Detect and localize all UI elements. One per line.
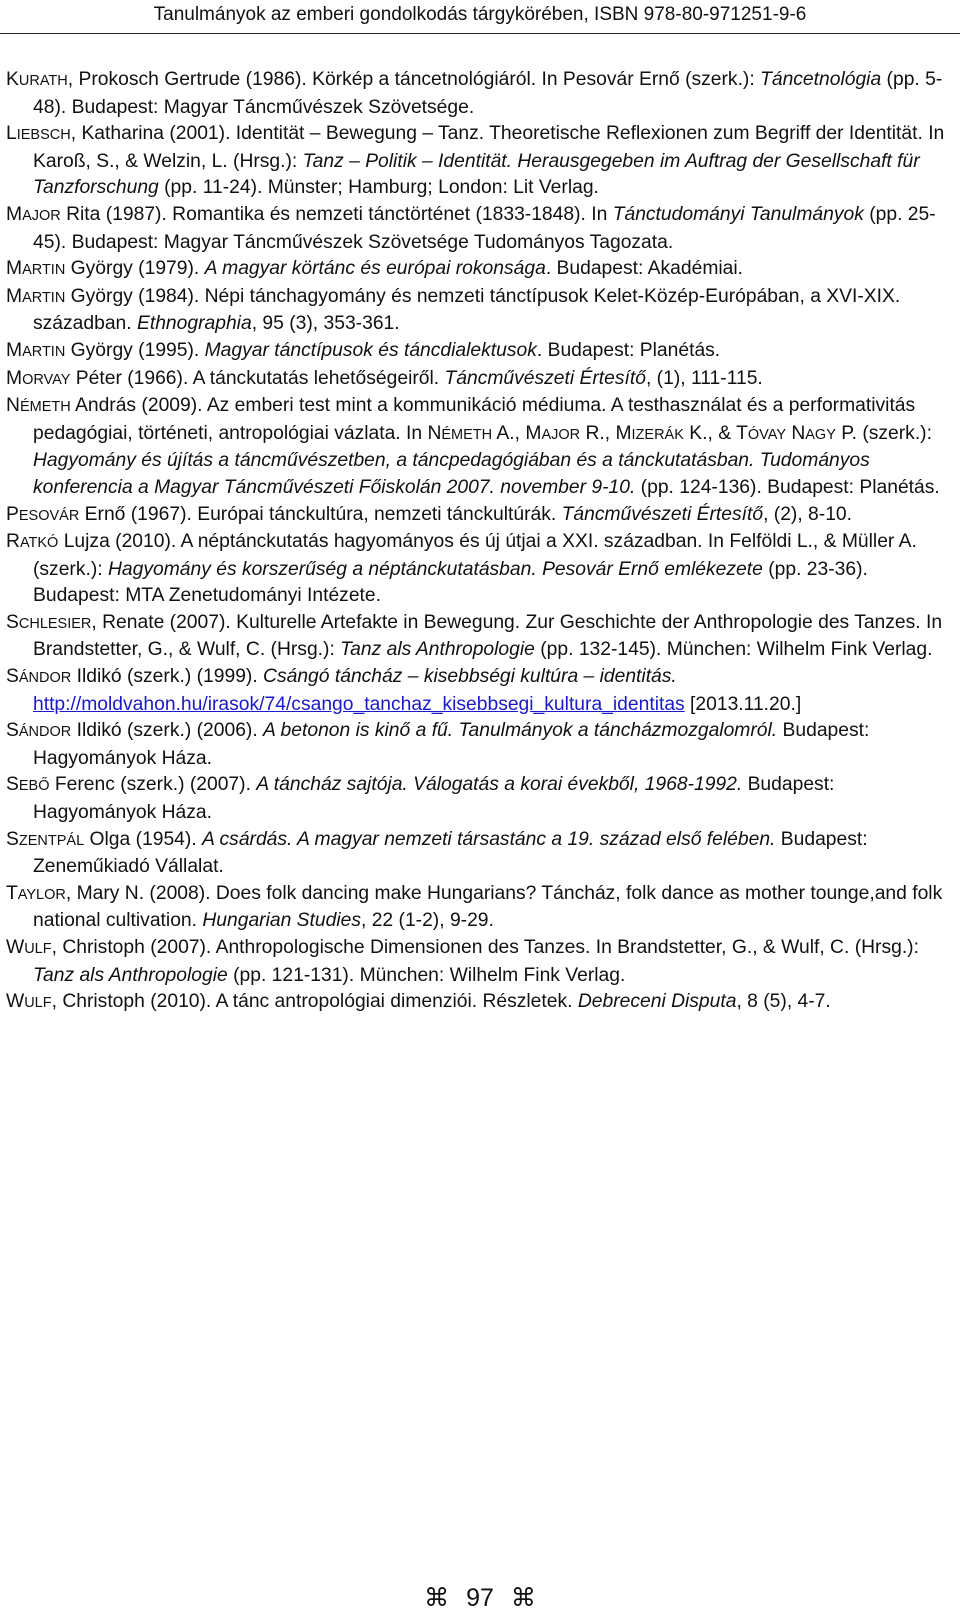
author-surname-smallcaps: EBŐ [18,778,50,795]
reference-text: Péter (1966). A tánckutatás lehetőségeiről. [70,367,445,389]
reference-text: , Mary N. (2008). Does folk dancing make Hungarians? Táncház, folk dance as mother tounge,and folk national cultivation. [33,882,943,932]
bibliography-entry [6,256,950,284]
bibliography-entry [6,284,950,338]
reference-text: György (1979). [65,258,205,280]
reference-title: Csángó táncház – kisebbségi kultúra – identitás. [263,666,677,688]
reference-title: Tanz – Politik – Identität. Herausgegeben im Auftrag der Gesellschaft für Tanzforschung [33,150,920,199]
running-header: Tanulmányok az emberi gondolkodás tárgykörében, ISBN 978-80-971251-9-6 [153,4,807,25]
reference-text: (pp. 23-36). Budapest: MTA Zenetudományi Intézete. [33,558,868,607]
reference-text: (pp. 121-131). München: Wilhelm Fink Verlag. [227,964,626,986]
reference-text: K [6,69,19,90]
reference-title: Magyar tánctípusok és táncdialektusok [204,339,537,361]
bibliography-entry [6,121,950,202]
reference-text: , Renate (2007). Kulturelle Artefakte in Bewegung. Zur Geschichte der Anthropologie des Tanzes. In Brandstetter, G., & Wulf, C. (Hrsg.): [33,611,943,661]
bibliography-entry [6,664,950,718]
author-surname-smallcaps: ARTIN [22,262,66,279]
reference-text: , Katharina (2001). Identität – Bewegung – Tanz. Theoretische Reflexionen zum Begriff der Identität. In Karoß, S., & Welzin, L. (Hrsg.): [33,123,945,172]
page-number: 97 [466,1584,494,1612]
bibliography-entry [6,610,950,664]
bibliography-entry [6,989,950,1017]
reference-text: P [6,503,19,525]
reference-text: , Prokosch Gertrude (1986). Körkép a táncetnológiáról. In Pesovár Ernő (szerk.): [67,69,761,90]
author-surname-smallcaps: IZERÁK [631,426,684,443]
reference-text: (pp. 132-145). München: Wilhelm Fink Verlag. [534,639,933,661]
author-surname-smallcaps: ULF [24,941,52,957]
reference-text: . Budapest: Planétás. [536,339,721,361]
reference-title: A magyar körtánc és európai rokonsága [204,258,546,280]
reference-text: , (2), 8-10. [763,503,853,525]
reference-text: S [6,774,19,796]
reference-text: T [6,882,18,904]
reference-text: Ferenc (szerk.) (2007). [49,774,257,796]
reference-text: , 8 (5), 4-7. [736,991,831,1013]
reference-text: (pp. 11-24). Münster; Hamburg; London: Lit Verlag. [158,177,599,199]
bibliography-entry [6,881,950,935]
reference-text: Lujza (2010). A néptánckutatás hagyományos és új útjai a XXI. században. In Felföldi L., & Müller A. (szerk.): [33,531,917,580]
reference-text: . Budapest: Akadémiai. [545,258,744,280]
reference-title: Hagyomány és újítás a táncművészetben, a táncpedagógiában és a tánckutatásban. Tudományos konferencia a Magyar Táncművészeti Főiskolán 2007. november 9-10. [33,450,870,498]
reference-text: (pp. 124-136). Budapest: Planétás. [635,476,940,498]
bibliography-entry [6,502,950,530]
header-rule [0,33,960,34]
author-surname-smallcaps: ÁNDOR [18,724,72,741]
reference-text: A., M [492,422,542,444]
bibliography-entry [6,718,950,772]
reference-text: , 95 (3), 353-361. [251,313,400,335]
reference-text: S [6,666,19,688]
bibliography-entry [6,827,950,881]
reference-text: Ildikó (szerk.) (2006). [71,720,264,742]
reference-text: W [6,937,25,958]
reference-text: M [6,339,23,361]
reference-text: Ernő (1967). Európai tánckultúra, nemzeti tánckultúrák. [79,503,562,525]
reference-text: Olga (1954). [84,828,203,850]
reference-text: , (1), 111-115. [645,367,763,389]
author-surname-smallcaps: ATKÓ [19,535,59,552]
author-surname-smallcaps: IEBSCH [16,127,71,144]
reference-text: (pp. 25-45). Budapest: Magyar Táncművészek Szövetsége Tudományos Tagozata. [33,203,936,253]
author-surname-smallcaps: ÉMETH [441,426,493,443]
author-surname-smallcaps: ÓVAY [747,426,786,443]
reference-title: Tánctudományi Tanulmányok [612,203,864,225]
author-surname-smallcaps: ORVAY [22,371,71,388]
reference-text: M [6,367,23,389]
reference-title: Tanz als Anthropologie [33,964,228,986]
reference-text: S [6,611,19,633]
reference-text: [2013.11.20.] [684,693,802,715]
bibliography-entry [6,393,950,501]
author-surname-smallcaps: ZENTPÁL [18,832,85,849]
reference-title: A csárdás. A magyar nemzeti társastánc a 19. század első felében. [202,828,776,850]
bibliography-list [6,67,950,1017]
reference-text: Budapest: Hagyományok Háza. [33,720,870,769]
page-footer [0,1584,960,1612]
reference-title: Ethnographia [136,313,252,335]
reference-text: Budapest: Hagyományok Háza. [33,774,835,824]
bibliography-entry [6,529,950,610]
reference-title: Táncetnológia [760,69,882,90]
reference-link[interactable]: http://moldvahon.hu/irasok/74/csango_tanchaz_kisebbsegi_kultura_identitas [33,693,685,715]
reference-text: R., M [580,422,632,444]
author-surname-smallcaps: ESOVÁR [18,507,80,524]
reference-text: György (1995). [65,339,205,361]
reference-text: M [6,285,23,307]
reference-text: (pp. 5-48). Budapest: Magyar Táncművészek Szövetsége. [33,69,943,118]
author-surname-smallcaps: AJOR [541,426,581,443]
reference-text: M [6,203,23,225]
author-surname-smallcaps: ÉMETH [19,399,71,416]
bibliography-entry [6,67,950,121]
reference-text: K., & T [683,422,748,444]
reference-text: M [6,258,23,280]
reference-text: György (1984). Népi tánchagyomány és nemzeti tánctípusok Kelet-Közép-Európában, a XVI-XIX. században. [33,285,901,335]
author-surname-smallcaps: CHLESIER [18,615,92,632]
reference-title: A táncház sajtója. Válogatás a korai évekből, 1968-1992. [256,774,743,796]
reference-text: , Christoph (2007). Anthropologische Dimensionen des Tanzes. In Brandstetter, G., & Wulf, C. (Hrsg.): [51,937,919,958]
reference-title: Hagyomány és korszerűség a néptánckutatásban. Pesovár Ernő emlékezete [107,558,763,580]
reference-title: Debreceni Disputa [577,991,737,1013]
command-icon: ⌘ [424,1584,450,1612]
bibliography-entry [6,338,950,366]
reference-text: András (2009). Az emberi test mint a kommunikáció médiuma. A testhasználat és a performativitás pedagógiai, történeti, antropológiai vázlata. In N [33,395,916,444]
reference-text: P. (szerk.): [835,422,932,444]
reference-title: Tanz als Anthropologie [340,639,535,661]
reference-title: Táncművészeti Értesítő [444,367,646,389]
reference-text: R [6,531,20,553]
reference-text: , Christoph (2010). A tánc antropológiai dimenziói. Részletek. [51,991,578,1013]
reference-text: Ildikó (szerk.) (1999). [71,666,264,688]
reference-text: L [6,123,17,145]
bibliography-entry [6,935,950,989]
bibliography-entry [6,202,950,256]
reference-text: S [6,828,19,850]
command-icon: ⌘ [510,1584,536,1612]
reference-text: N [6,395,20,417]
bibliography-entry [6,772,950,826]
author-surname-smallcaps: AGY [805,426,836,443]
reference-title: Táncművészeti Értesítő [561,503,764,525]
reference-text: W [6,991,25,1013]
reference-text: N [785,422,806,444]
reference-title: A betonon is kinő a fű. Tanulmányok a táncházmozgalomról. [263,720,778,742]
author-surname-smallcaps: AJOR [22,207,61,224]
reference-text: Budapest: Zeneműkiadó Vállalat. [33,828,868,878]
author-surname-smallcaps: ARTIN [22,289,66,306]
bibliography-entry [6,366,950,394]
reference-title: Hungarian Studies [202,910,361,932]
reference-text: Rita (1987). Romantika és nemzeti tánctörténet (1833-1848). In [60,203,613,225]
reference-text: S [6,720,19,742]
author-surname-smallcaps: AYLOR [17,886,66,903]
author-surname-smallcaps: URATH [18,73,68,89]
author-surname-smallcaps: ARTIN [22,343,66,360]
author-surname-smallcaps: ULF [24,995,52,1012]
reference-text: , 22 (1-2), 9-29. [361,910,494,932]
author-surname-smallcaps: ÁNDOR [18,670,72,687]
